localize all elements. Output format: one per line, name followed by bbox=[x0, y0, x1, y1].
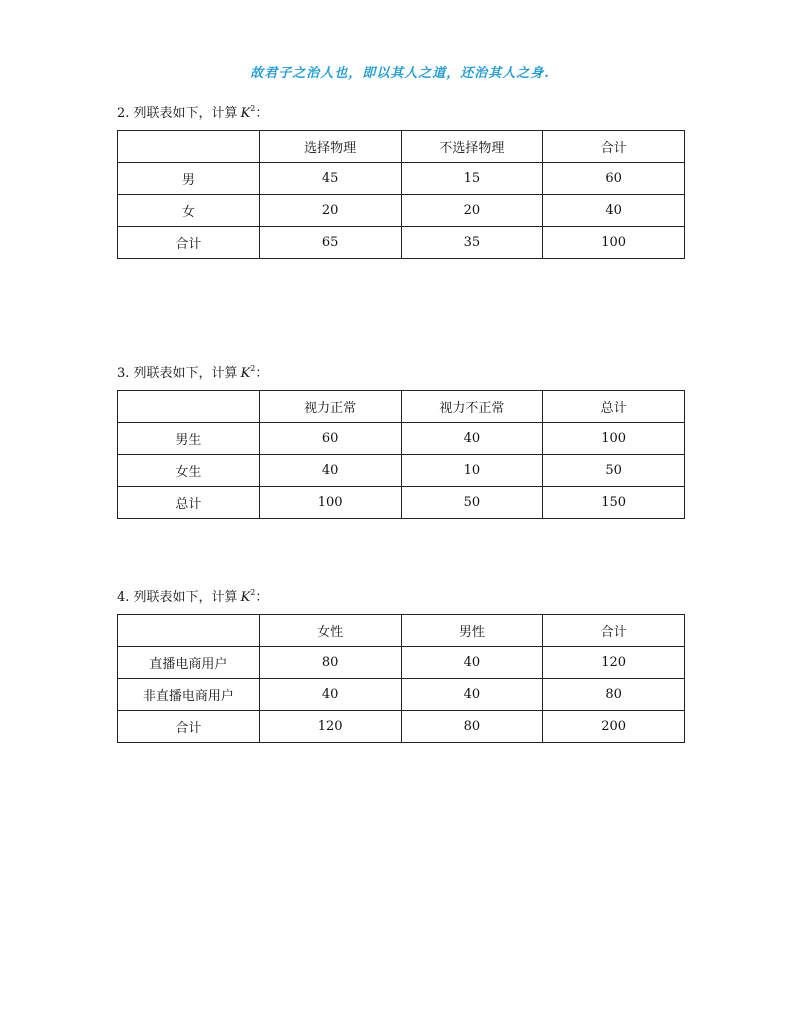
table-row bbox=[118, 227, 685, 259]
problem-title bbox=[117, 584, 685, 605]
header-cell: 合计 bbox=[543, 615, 685, 647]
table-row bbox=[118, 711, 685, 743]
table-cell: 60 bbox=[259, 423, 401, 455]
table-cell: 40 bbox=[401, 679, 543, 711]
table-cell: 100 bbox=[543, 423, 685, 455]
table-cell: 120 bbox=[543, 647, 685, 679]
k-symbol: K bbox=[240, 590, 251, 605]
problem-2 bbox=[117, 100, 685, 259]
table-cell: 40 bbox=[401, 423, 543, 455]
header-cell bbox=[118, 131, 260, 163]
table-cell: 120 bbox=[259, 711, 401, 743]
problem-prompt: 列联表如下，计算 bbox=[133, 366, 238, 381]
table-cell: 50 bbox=[401, 487, 543, 519]
problem-prompt: 列联表如下，计算 bbox=[133, 106, 238, 121]
table-row bbox=[118, 423, 685, 455]
problem-colon: ： bbox=[255, 590, 269, 605]
table-cell: 65 bbox=[259, 227, 401, 259]
header-cell: 女性 bbox=[259, 615, 401, 647]
header-cell: 选择物理 bbox=[259, 131, 401, 163]
contingency-table bbox=[117, 130, 685, 259]
table-cell: 35 bbox=[401, 227, 543, 259]
header-cell bbox=[118, 391, 260, 423]
row-label: 男生 bbox=[118, 423, 260, 455]
header-cell bbox=[118, 615, 260, 647]
row-label: 女生 bbox=[118, 455, 260, 487]
problem-4 bbox=[117, 584, 685, 743]
contingency-table bbox=[117, 614, 685, 743]
table-cell: 80 bbox=[543, 679, 685, 711]
table-cell: 40 bbox=[401, 647, 543, 679]
problem-title bbox=[117, 100, 685, 121]
header-cell: 视力不正常 bbox=[401, 391, 543, 423]
table-cell: 100 bbox=[259, 487, 401, 519]
table-cell: 50 bbox=[543, 455, 685, 487]
problem-number: 2. bbox=[117, 106, 130, 121]
row-label: 直播电商用户 bbox=[118, 647, 260, 679]
header-cell: 男性 bbox=[401, 615, 543, 647]
problem-3 bbox=[117, 360, 685, 519]
problem-title bbox=[117, 360, 685, 381]
header-cell: 合计 bbox=[543, 131, 685, 163]
problem-prompt: 列联表如下，计算 bbox=[133, 590, 238, 605]
table-header-row bbox=[118, 615, 685, 647]
table-cell: 40 bbox=[259, 455, 401, 487]
table-cell: 10 bbox=[401, 455, 543, 487]
k-exponent: 2 bbox=[250, 104, 256, 113]
problem-colon: ： bbox=[255, 106, 269, 121]
table-cell: 20 bbox=[401, 195, 543, 227]
table-header-row bbox=[118, 391, 685, 423]
problem-colon: ： bbox=[255, 366, 269, 381]
k-exponent: 2 bbox=[250, 588, 256, 597]
row-label: 非直播电商用户 bbox=[118, 679, 260, 711]
table-row bbox=[118, 455, 685, 487]
row-label: 合计 bbox=[118, 711, 260, 743]
table-cell: 100 bbox=[543, 227, 685, 259]
table-cell: 40 bbox=[543, 195, 685, 227]
table-cell: 40 bbox=[259, 679, 401, 711]
header-motto: 故君子之治人也，即以其人之道，还治其人之身. bbox=[250, 66, 550, 81]
header-cell: 总计 bbox=[543, 391, 685, 423]
table-cell: 45 bbox=[259, 163, 401, 195]
table-cell: 80 bbox=[259, 647, 401, 679]
table-row bbox=[118, 195, 685, 227]
problem-number: 4. bbox=[117, 590, 130, 605]
k-exponent: 2 bbox=[250, 364, 256, 373]
table-cell: 200 bbox=[543, 711, 685, 743]
problem-number: 3. bbox=[117, 366, 130, 381]
row-label: 总计 bbox=[118, 487, 260, 519]
table-cell: 80 bbox=[401, 711, 543, 743]
k-symbol: K bbox=[240, 366, 251, 381]
table-row bbox=[118, 487, 685, 519]
table-row bbox=[118, 163, 685, 195]
row-label: 男 bbox=[118, 163, 260, 195]
table-cell: 20 bbox=[259, 195, 401, 227]
table-cell: 15 bbox=[401, 163, 543, 195]
table-row bbox=[118, 679, 685, 711]
table-row bbox=[118, 647, 685, 679]
table-cell: 150 bbox=[543, 487, 685, 519]
row-label: 合计 bbox=[118, 227, 260, 259]
header-cell: 视力正常 bbox=[259, 391, 401, 423]
contingency-table bbox=[117, 390, 685, 519]
header-cell: 不选择物理 bbox=[401, 131, 543, 163]
table-header-row bbox=[118, 131, 685, 163]
row-label: 女 bbox=[118, 195, 260, 227]
table-cell: 60 bbox=[543, 163, 685, 195]
k-symbol: K bbox=[240, 106, 251, 121]
